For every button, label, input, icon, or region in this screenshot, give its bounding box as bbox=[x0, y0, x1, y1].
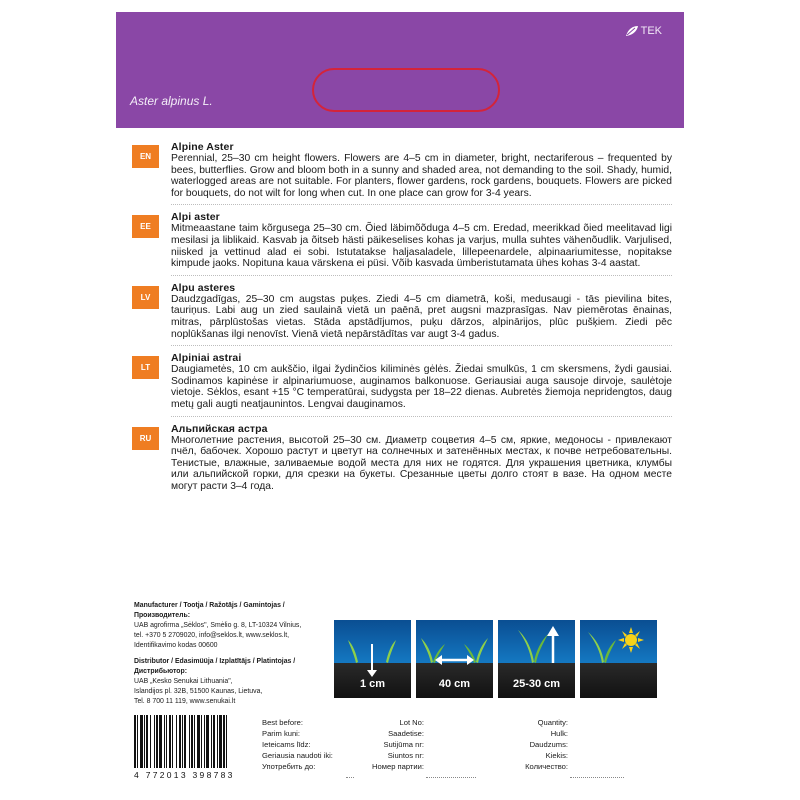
best-before-label: Ieteicams līdz: bbox=[262, 740, 311, 749]
manufacturer-line: Identifikavimo kodas 00600 bbox=[134, 642, 218, 649]
quantity-label: Kiekis: bbox=[545, 751, 568, 760]
distributor-label: Distributor / Edasimüüja / Izplatītājs / Platintojas / Дистрибьютор: bbox=[134, 658, 296, 675]
best-before-label: Parim kuni: bbox=[262, 729, 300, 738]
manufacturer-label: Manufacturer / Tootja / Ražotājs / Gamintojas / Производитель: bbox=[134, 602, 285, 619]
barcode-bar bbox=[213, 715, 215, 768]
section-title: Альпийская астра bbox=[171, 422, 268, 435]
tile-label: 40 cm bbox=[438, 678, 471, 690]
lang-tag-lv: LV bbox=[132, 286, 159, 309]
section-body: Многолетние растения, высотой 25–30 см. Диаметр соцветия 4–5 см, яркие, медоносы - привлекают пчёл, бабочек. Хорошо растут и цветут на солнечных и затенённых местах, к почве нетребовательны. Тенистые, влажные, заливаемые водой места для них не годятся. Для украшения цветника, клумбы или альпийской горки, для срезки на букеты. Срезанные цветы долго стоят в вазе. На одном месте могут расти 3–4 года. bbox=[171, 434, 672, 492]
plant-spacing-tile bbox=[416, 620, 493, 698]
sun-exposure-icon bbox=[580, 620, 657, 698]
lang-tag-ee: EE bbox=[132, 215, 159, 238]
lang-tag-lt: LT bbox=[132, 356, 159, 379]
best-before-field bbox=[346, 777, 354, 778]
barcode-bar bbox=[201, 715, 202, 768]
packet-footer bbox=[134, 707, 674, 787]
description-sections bbox=[132, 141, 672, 492]
barcode-bar bbox=[154, 715, 155, 768]
barcode-bar bbox=[189, 715, 190, 768]
lot-no-field bbox=[426, 777, 476, 778]
section-ee bbox=[132, 211, 672, 275]
leaf-icon bbox=[625, 25, 639, 37]
quantity-label: Quantity: bbox=[537, 718, 568, 727]
barcode-bar bbox=[179, 715, 181, 768]
section-divider bbox=[171, 204, 672, 205]
section-title: Alpiniai astrai bbox=[171, 352, 242, 365]
barcode-number: 4 772013 398783 bbox=[134, 770, 235, 780]
section-en bbox=[132, 141, 672, 205]
lot-no-label: Siuntos nr: bbox=[387, 751, 424, 760]
growing-icons bbox=[334, 620, 657, 698]
barcode-bar bbox=[144, 715, 145, 768]
packet-window bbox=[312, 68, 500, 112]
barcode-bar bbox=[194, 715, 195, 768]
barcode-bar bbox=[146, 715, 148, 768]
company-info bbox=[134, 601, 334, 707]
tile-label: 1 cm bbox=[359, 678, 386, 690]
section-title: Alpine Aster bbox=[171, 141, 234, 153]
tile-label: 25-30 cm bbox=[512, 678, 561, 690]
best-before-label: Best before: bbox=[262, 718, 303, 727]
section-divider bbox=[171, 345, 672, 346]
barcode-bar bbox=[204, 715, 205, 768]
barcode-bar bbox=[169, 715, 171, 768]
barcode-bar bbox=[184, 715, 186, 768]
brand-logo bbox=[625, 25, 662, 37]
barcode-bar bbox=[164, 715, 165, 768]
quantity-labels bbox=[504, 717, 568, 772]
section-divider bbox=[171, 275, 672, 276]
barcode-bar bbox=[137, 715, 138, 768]
barcode-bar bbox=[206, 715, 209, 768]
lang-tag-ru: RU bbox=[132, 427, 159, 450]
section-lv bbox=[132, 282, 672, 346]
barcode-bar bbox=[172, 715, 173, 768]
barcode-bar bbox=[150, 715, 151, 768]
sun-exposure-tile bbox=[580, 620, 657, 698]
section-divider bbox=[171, 416, 672, 417]
section-body: Daudzgadīgas, 25–30 cm augstas puķes. Ziedi 4–5 cm diametrā, koši, medusaugi - tās pievilina bites, tauriņus. Labi aug un zied saulainā vietā un paēnā, pret augsni mazprasīgas. Nav piemērotas ēnainas, mitras, pārplūstošas vietas. Stāda apstādījumos, puķu dārzos, alpinārijos, plūc pušķiem. Ziedi pēc noplūkšanas ilgi nenovīst. Vienā vietā nepārstādītas var augt 3-4 gadus. bbox=[171, 293, 672, 340]
section-body: Mitmeaastane taim kõrgusega 25–30 cm. Õied läbimõõduga 4–5 cm. Eredad, meerikkad õied meelitavad ligi mesilasi ja liblikaid. Kasvab ja õitseb hästi päikeselises kohas ja varjus, mulla suhtes vähenõudlik. Varjulised, niisked ja vettinud alad ei sobi. Istutatakse haljasaladele, lillepeenardele, alpinaariumitesse, nopitakse kimpude jaoks. Nopituna kaua värskena ei püsi. Võib kasvada ümberistutamata ühes kohas 3-4 aastat. bbox=[171, 223, 672, 270]
latin-name: Aster alpinus L. bbox=[130, 94, 213, 108]
barcode-bar bbox=[176, 715, 177, 768]
quantity-label: Hulk: bbox=[550, 729, 568, 738]
barcode-bar bbox=[134, 715, 136, 768]
lot-no-label: Sutijūma nr: bbox=[383, 740, 424, 749]
lot-no-labels bbox=[354, 717, 424, 772]
lang-tag-en: EN bbox=[132, 145, 159, 168]
planting-depth-tile bbox=[334, 620, 411, 698]
brand-name: TEK bbox=[640, 25, 662, 37]
barcode-bar bbox=[191, 715, 193, 768]
quantity-field bbox=[570, 777, 624, 778]
section-title: Alpu asteres bbox=[171, 281, 236, 294]
lot-no-label: Lot No: bbox=[399, 718, 424, 727]
quantity-label: Количество: bbox=[525, 762, 568, 771]
section-body: Perennial, 25–30 cm height flowers. Flowers are 4–5 cm in diameter, bright, nectariferous – frequented by bees, butterflies. Grow and bloom both in a sunny and shaded area, not demanding to the soil. Shady, humid, waterlogged areas are not suitable. For planters, flower gardens, rock gardens, bouquets. Flowers are picked for bouquets, do not wilt for long when cut. In one place can grow for 3-4 years. bbox=[171, 153, 672, 199]
barcode-bar bbox=[219, 715, 222, 768]
barcode-bar bbox=[156, 715, 158, 768]
barcode-bar bbox=[217, 715, 218, 768]
section-body: Daugiametės, 10 cm aukščio, ilgai žydinčios kiliminės gėlės. Žiedai smulkūs, 1 cm skersmens, žydi gausiai. Sodinamos kapinėse ir alpinariumuose, auginamos balkonuose. Geriausiai auga sausoje dirvoje, saulėtoje vietoje. Sėklos, esant +15 °C temperatūrai, sudygsta per 18–22 dienas. Aubretės žiemoja nepridengtos, daug metų gali augti neatjaunintos. Lengvai dauginamos. bbox=[171, 364, 672, 410]
barcode-bar bbox=[140, 715, 143, 768]
barcode-bar bbox=[197, 715, 200, 768]
manufacturer-line: tel. +370 5 2709020, info@seklos.lt, www.seklos.lt, bbox=[134, 632, 290, 639]
distributor-line: UAB „Kesko Senukai Lithuania", bbox=[134, 678, 233, 685]
section-ru bbox=[132, 423, 672, 493]
distributor-line: Tel. 8 700 11 119, www.senukai.lt bbox=[134, 698, 236, 705]
best-before-label: Geriausia naudoti iki: bbox=[262, 751, 333, 760]
barcode-bar bbox=[166, 715, 167, 768]
distributor-line: Islandijos pl. 32B, 51500 Kaunas, Lietuva, bbox=[134, 688, 263, 695]
barcode-bar bbox=[182, 715, 183, 768]
quantity-label: Daudzums: bbox=[529, 740, 568, 749]
barcode bbox=[134, 715, 260, 768]
lot-no-label: Saadetise: bbox=[388, 729, 424, 738]
packet-header bbox=[116, 12, 684, 128]
lot-no-label: Номер партии: bbox=[372, 762, 424, 771]
section-lt bbox=[132, 352, 672, 416]
plant-height-tile bbox=[498, 620, 575, 698]
best-before-label: Употребить до: bbox=[262, 762, 316, 771]
barcode-bar bbox=[223, 715, 225, 768]
barcode-bar bbox=[159, 715, 162, 768]
section-title: Alpi aster bbox=[171, 211, 220, 224]
best-before-labels bbox=[262, 717, 333, 772]
barcode-bar bbox=[211, 715, 212, 768]
barcode-bar bbox=[226, 715, 227, 768]
manufacturer-line: UAB agrofirma „Sėklos", Smėlio g. 8, LT-10324 Vilnius, bbox=[134, 622, 302, 629]
